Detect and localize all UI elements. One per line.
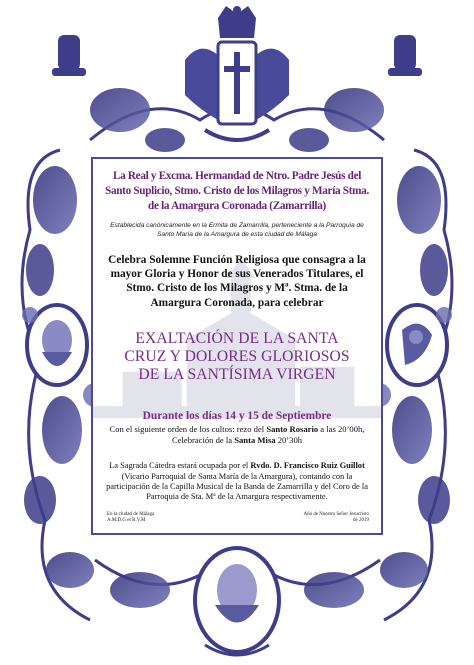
top-right-vase — [388, 35, 422, 76]
schedule-text: a las 20’00h, Celebración de la — [171, 424, 365, 445]
mass-label: Santa Misa — [234, 434, 276, 445]
bottom-medallion — [195, 548, 279, 655]
event-dates: Durante los días 14 y 15 de Septiembre — [142, 410, 332, 423]
rosary-label: Santo Rosario — [266, 424, 319, 435]
preacher-name: Rvdo. D. Francisco Ruiz Guillot — [250, 461, 365, 471]
preacher-text: (Vicario Parroquial de Santa María de la Amargura), contando con la participación de la Capilla Musical de la Banda de Zamarrilla y del Coro de la Parroquia de Sta. Mª de la Amargura respectivamente. — [106, 471, 368, 502]
preacher-text: La Sagrada Cátedra estará ocupada por el — [109, 461, 251, 471]
brotherhood-title: La Real y Excma. Hermandad de Ntro. Padre Jesús del Santo Suplicio, Stmo. Cristo de los Milagros y María Stma. de la Amargura Coronada (Zamarrilla) — [105, 170, 369, 212]
top-left-vase — [52, 35, 86, 76]
footer-right — [303, 512, 369, 524]
announcement-panel — [91, 157, 383, 535]
event-title — [101, 330, 373, 385]
footer-motto: A.M.D.G et B.V.M — [107, 518, 146, 523]
schedule-text: 20’30h — [275, 434, 303, 445]
footer-city: En la ciudad de Málaga — [107, 512, 155, 517]
footer-year: de 2019 — [353, 518, 369, 523]
event-title-line: DE LA SANTÍSIMA VIRGEN — [138, 366, 336, 384]
footer-left — [107, 512, 154, 524]
event-title-line: CRUZ Y DOLORES GLORIOSOS — [124, 348, 350, 366]
celebration-text: Celebra Solemne Función Religiosa que consagra a la mayor Gloria y Honor de sus Venerados Titulares, el Stmo. Cristo de los Milagros y Mª. Stma. de la Amargura Coronada, para celebrar — [108, 254, 366, 309]
worship-schedule — [101, 424, 373, 445]
preacher-note — [103, 461, 371, 502]
event-title-line: EXALTACIÓN DE LA SANTA — [135, 329, 339, 347]
establishment-note: Establecida canónicamente en la Ermita de Zamarrilla, perteneciente a la Parroquia de Santo María de la Amargura de esta ciudad de Málaga — [110, 222, 364, 238]
footer-year-label: Año de Nuestro Señor Jesucristo — [303, 512, 369, 517]
schedule-text: Con el siguiente orden de los cultos: rezo del — [109, 424, 267, 435]
